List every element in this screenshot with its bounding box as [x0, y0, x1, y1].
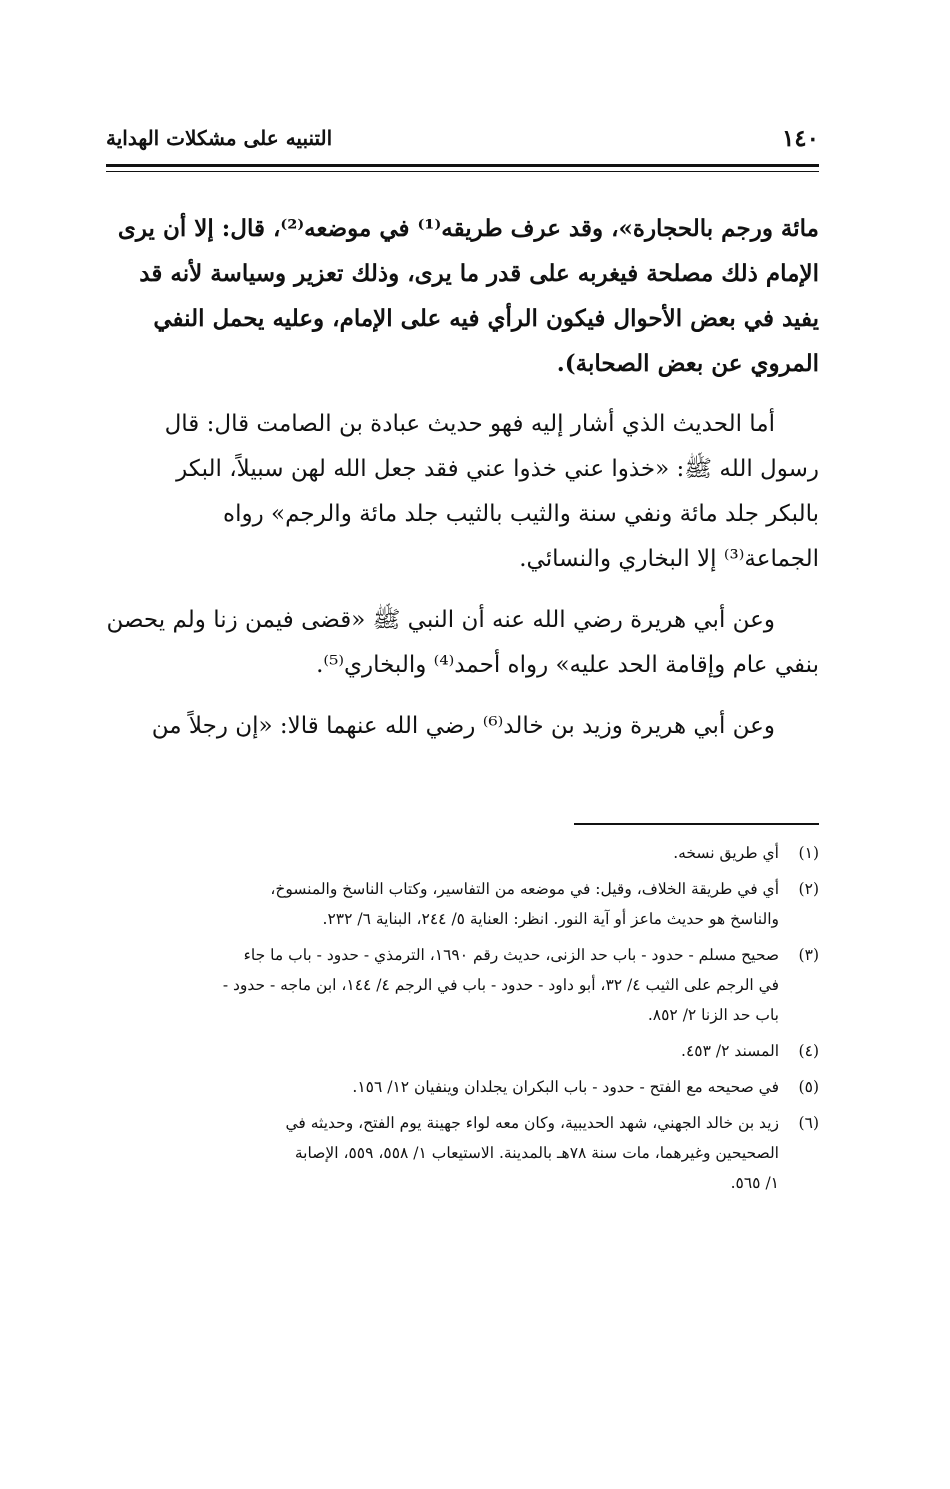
text-line: بالبكر جلد مائة ونفي سنة والثيب بالثيب جلد مائة والرجم» رواه	[223, 501, 819, 527]
page-number: ١٤٠	[781, 124, 819, 152]
footnote	[106, 1108, 819, 1198]
text-line: وعن أبي هريرة رضي الله عنه أن النبي ﷺ «قضى فيمن زنا ولم يحصن	[106, 607, 775, 633]
main-text	[106, 206, 819, 765]
text-line: وعن أبي هريرة وزيد بن خالد⁽⁶⁾ رضي الله عنهما قالا: «إن رجلاً من	[151, 713, 775, 739]
text-line: الجماعة⁽³⁾ إلا البخاري والنسائي.	[519, 546, 819, 572]
text-line: رسول الله ﷺ: «خذوا عني خذوا عني فقد جعل الله لهن سبيلاً، البكر	[176, 456, 819, 482]
running-title: التنبيه على مشكلات الهداية	[106, 126, 333, 150]
footnote-number: (٤)	[798, 1042, 819, 1060]
footnote-number: (٥)	[798, 1078, 819, 1096]
page-header	[106, 118, 819, 158]
text-line: مائة ورجم بالحجارة»، وقد عرف طريقه⁽¹⁾ في موضعه⁽²⁾، قال: إلا أن يرى	[117, 215, 819, 242]
footnote	[106, 874, 819, 934]
footnote-line: أي في طريقة الخلاف، وقيل: في موضعه من التفاسير، وكتاب الناسخ والمنسوخ،	[270, 880, 779, 898]
text-line: أما الحديث الذي أشار إليه فهو حديث عبادة بن الصامت قال: قال	[164, 411, 775, 437]
footnote-text	[106, 940, 779, 1030]
footnote-number: (٣)	[798, 946, 819, 964]
footnote-text	[106, 1108, 779, 1198]
header-rule-thick	[106, 164, 819, 167]
footnote	[106, 940, 819, 1030]
footnote	[106, 1072, 819, 1102]
paragraph-hadith-ubada	[106, 402, 819, 582]
footnote	[106, 838, 819, 868]
footnote-line: باب حد الزنا ٢/ ٨٥٢.	[647, 1006, 779, 1024]
footnote-line: والناسخ هو حديث ماعز أو آية النور. انظر: العناية ٥/ ٢٤٤، البناية ٦/ ٢٣٢.	[322, 910, 779, 928]
footnotes	[106, 838, 819, 1204]
footnote-text	[106, 838, 779, 868]
footnote-separator	[574, 823, 819, 825]
footnote-number: (١)	[798, 844, 819, 862]
text-line: يفيد في بعض الأحوال فيكون الرأي فيه على الإمام، وعليه يحمل النفي	[153, 305, 819, 332]
paragraph-hadith-abu-hurayra	[106, 598, 819, 688]
paragraph-hadith-zayd	[106, 704, 819, 749]
footnote-line: ١/ ٥٦٥.	[730, 1174, 779, 1192]
text-line: المروي عن بعض الصحابة).	[556, 350, 819, 377]
paragraph-commentary	[106, 206, 819, 386]
footnote-text	[106, 1072, 779, 1102]
footnote-text	[106, 1036, 779, 1066]
footnote-line: زيد بن خالد الجهني، شهد الحديبية، وكان معه لواء جهينة يوم الفتح، وحديثه في	[285, 1114, 779, 1132]
footnote-number: (٦)	[798, 1114, 819, 1132]
text-line: بنفي عام وإقامة الحد عليه» رواه أحمد⁽⁴⁾ والبخاري⁽⁵⁾.	[316, 652, 819, 678]
text-line: الإمام ذلك مصلحة فيغربه على قدر ما يرى، وذلك تعزير وسياسة لأنه قد	[139, 260, 819, 287]
footnote-line: في صحيحه مع الفتح - حدود - باب البكران يجلدان وينفيان ١٢/ ١٥٦.	[352, 1078, 779, 1096]
footnote-number: (٢)	[798, 880, 819, 898]
footnote-line: أي طريق نسخه.	[673, 844, 779, 862]
header-rule-thin	[106, 171, 819, 172]
footnote-line: في الرجم على الثيب ٤/ ٣٢، أبو داود - حدود - باب في الرجم ٤/ ١٤٤، ابن ماجه - حدود -	[222, 976, 779, 994]
footnote-line: المسند ٢/ ٤٥٣.	[681, 1042, 779, 1060]
footnote-line: الصحيحين وغيرهما، مات سنة ٧٨هـ بالمدينة. الاستيعاب ١/ ٥٥٨، ٥٥٩، الإصابة	[294, 1144, 779, 1162]
footnote-text	[106, 874, 779, 934]
footnote	[106, 1036, 819, 1066]
footnote-line: صحيح مسلم - حدود - باب حد الزنى، حديث رقم ١٦٩٠، الترمذي - حدود - باب ما جاء	[243, 946, 779, 964]
